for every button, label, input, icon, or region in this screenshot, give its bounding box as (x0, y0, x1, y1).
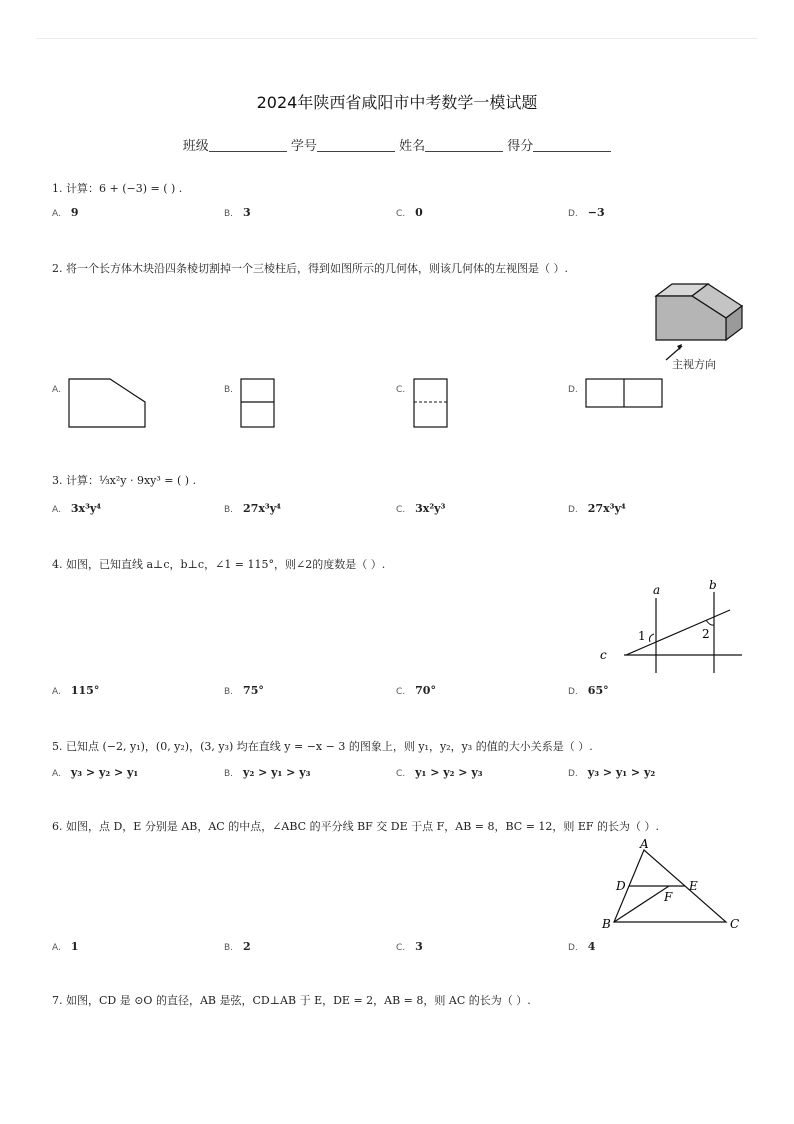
field-class-label: 班级 (182, 139, 209, 154)
view-direction-label: 主视方向 (672, 358, 716, 371)
line-c-label: c (600, 648, 607, 662)
option-label: B. (224, 505, 234, 515)
option-label: C. (396, 943, 406, 953)
option-label: C. (396, 769, 406, 779)
option-value: 0 (415, 206, 423, 219)
field-id-blank[interactable] (317, 151, 395, 152)
question-3-option-b[interactable] (224, 502, 281, 515)
option-label: D. (568, 209, 578, 219)
question-2-solid-figure (650, 280, 760, 375)
option-a-shape (66, 376, 150, 430)
question-7-stem: 7. 如图，CD 是 ⊙O 的直径，AB 是弦，CD⊥AB 于 E，DE = 2，AB = 8，则 AC 的长为（ ）. (52, 994, 531, 1007)
student-info-fields (0, 135, 794, 154)
question-1-stem: 1. 计算：6 + (−3) = ( ) . (52, 182, 183, 195)
question-6-triangle-figure (598, 838, 748, 934)
option-label: A. (52, 505, 61, 515)
point-c-label: C (730, 917, 740, 931)
question-6-stem: 6. 如图，点 D，E 分别是 AB，AC 的中点，∠ABC 的平分线 BF 交 DE 于点 F，AB = 8，BC = 12，则 EF 的长为（ ）. (52, 820, 660, 833)
question-3-option-a[interactable] (52, 502, 101, 515)
point-b-label: B (602, 917, 611, 931)
option-label: A. (52, 209, 61, 219)
option-value: −3 (587, 206, 605, 219)
option-value: 3x²y³ (415, 502, 446, 515)
exam-title: 2024年陕西省咸阳市中考数学一模试题 (256, 93, 538, 112)
question-1-option-b[interactable] (224, 206, 251, 219)
question-5-stem: 5. 已知点 (−2, y₁)，(0, y₂)，(3, y₃) 均在直线 y = −x − 3 的图象上，则 y₁，y₂，y₃ 的值的大小关系是（ ）. (52, 740, 593, 753)
option-label: A. (52, 769, 61, 779)
field-id-label: 学号 (290, 139, 317, 154)
option-label: B. (224, 769, 234, 779)
option-value: 1 (70, 940, 79, 953)
question-5-option-a[interactable] (52, 766, 138, 779)
question-1-option-d[interactable] (568, 206, 605, 219)
line-b-label: b (709, 578, 717, 592)
angle-1-label: 1 (638, 629, 646, 643)
question-3-option-d[interactable] (568, 502, 626, 515)
question-2-stem: 2. 将一个长方体木块沿四条棱切割掉一个三棱柱后，得到如图所示的几何体，则该几何体的左视图是（ ）. (52, 262, 568, 275)
point-f-label: F (664, 890, 673, 904)
option-label: D. (568, 687, 578, 697)
point-d-label: D (616, 879, 626, 893)
option-label: D. (568, 943, 578, 953)
option-label: B. (224, 943, 234, 953)
option-value: 27x³y⁴ (243, 502, 281, 515)
option-label: D. (568, 385, 578, 395)
question-4-lines-figure (596, 578, 746, 674)
question-4-option-c[interactable] (396, 684, 436, 697)
option-value: y₁ > y₂ > y₃ (415, 766, 483, 779)
option-d-shape (584, 376, 666, 410)
question-1-option-a[interactable] (52, 206, 79, 219)
option-value: y₂ > y₁ > y₃ (243, 766, 311, 779)
point-a-label: A (640, 838, 649, 851)
question-5-option-b[interactable] (224, 766, 310, 779)
question-4-stem: 4. 如图，已知直线 a⊥c，b⊥c，∠1 = 115°，则∠2的度数是（ ）. (52, 558, 386, 571)
question-6-option-b[interactable] (224, 940, 251, 953)
option-label: A. (52, 943, 61, 953)
option-value: 115° (70, 684, 100, 697)
question-6-option-d[interactable] (568, 940, 595, 953)
option-value: 65° (587, 684, 609, 697)
question-3-option-c[interactable] (396, 502, 445, 515)
option-b-shape (239, 376, 277, 430)
field-name-blank[interactable] (425, 151, 503, 152)
option-label: D. (568, 769, 578, 779)
option-value: 70° (415, 684, 436, 697)
option-value: y₃ > y₂ > y₁ (70, 766, 139, 779)
field-name-label: 姓名 (399, 139, 426, 154)
option-value: 27x³y⁴ (587, 502, 626, 515)
option-label: B. (224, 385, 234, 395)
option-value: 75° (243, 684, 264, 697)
question-3-stem: 3. 计算：⅓x²y · 9xy³ = ( ) . (52, 474, 197, 487)
option-label: C. (396, 209, 406, 219)
option-value: 4 (587, 940, 596, 953)
question-4-option-d[interactable] (568, 684, 609, 697)
point-e-label: E (689, 879, 698, 893)
option-value: 2 (243, 940, 251, 953)
question-5-option-d[interactable] (568, 766, 655, 779)
option-label: D. (568, 505, 578, 515)
option-value: 3x³y⁴ (70, 502, 102, 515)
field-score-blank[interactable] (533, 151, 611, 152)
option-value: 3 (415, 940, 423, 953)
field-score-label: 得分 (507, 139, 534, 154)
angle-2-label: 2 (702, 627, 710, 641)
question-5-option-c[interactable] (396, 766, 483, 779)
question-4-option-a[interactable] (52, 684, 99, 697)
header-divider (36, 38, 758, 39)
option-value: 3 (243, 206, 251, 219)
option-label: C. (396, 687, 406, 697)
question-4-option-b[interactable] (224, 684, 264, 697)
option-value: 9 (70, 206, 79, 219)
question-1-option-c[interactable] (396, 206, 423, 219)
option-value: y₃ > y₁ > y₂ (587, 766, 656, 779)
option-label: B. (224, 687, 234, 697)
field-class-blank[interactable] (209, 151, 287, 152)
question-6-option-a[interactable] (52, 940, 79, 953)
option-label: B. (224, 209, 234, 219)
option-label: A. (52, 385, 61, 395)
line-a-label: a (653, 583, 661, 597)
option-label: C. (396, 505, 406, 515)
option-label: A. (52, 687, 61, 697)
question-6-option-c[interactable] (396, 940, 423, 953)
option-label: C. (396, 385, 406, 395)
option-c-shape (412, 376, 450, 430)
